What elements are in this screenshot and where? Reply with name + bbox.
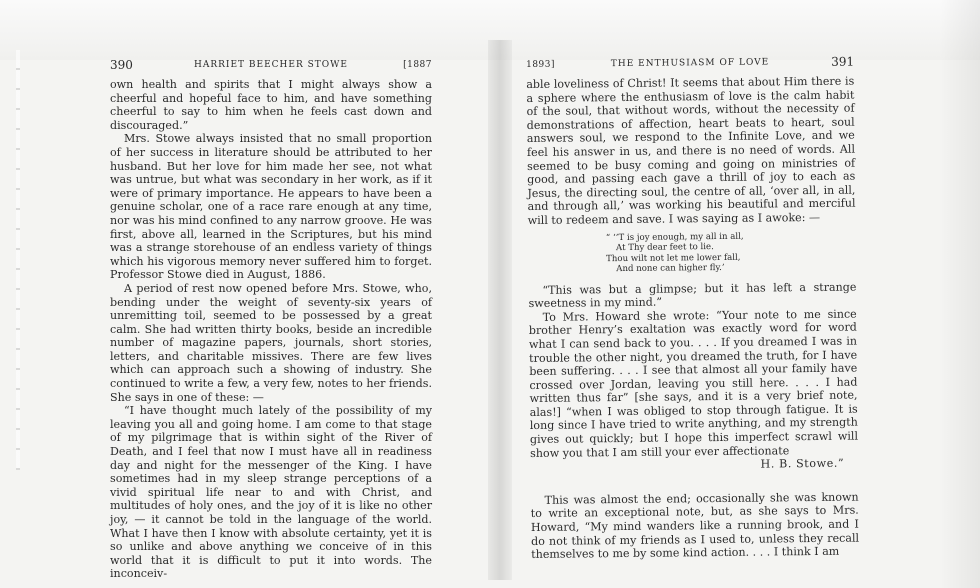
paragraph: “I have thought much lately of the possibility of my leaving you all and going home. I am come to that stage of my pilgrimage that is within sight of the River of Death, and I feel that now I must have all in readiness day and night for the messenger of the King. I have sometimes had in my sleep strange perceptions of a vivid spiritual life near to and with Christ, and multitudes of holy ones, and the joy of it is like no other joy, — it cannot be told in the language of the world. What I have then I know with absolute certainty, yet it is so unlike and above anything we conceive of in this world that it is difficult to put it into words. The inconceiv- [110, 404, 432, 581]
paragraph: own health and spirits that I might always show a cheerful and hopeful face to him, and have something cheerful to say to him when he feels cast down and discouraged.” [110, 78, 432, 132]
verse-quote [606, 230, 856, 275]
running-year: 1893] [526, 59, 556, 70]
running-year: [1887 [403, 60, 432, 70]
paragraph: Mrs. Stowe always insisted that no small proportion of her success in literature should be attributed to her husband. But her love for him made her see, not what was untrue, but what was secondary in her work, as if it were of primary importance. He appears to have been a genuine scholar, one of a race rare enough at any time, nor was his mind confined to any narrow groove. He was first, above all, learned in the Scriptures, but his mind was a strange storehouse of an endless variety of things which his vigorous memory never suffered him to forget. Professor Stowe died in August, 1886. [110, 132, 432, 282]
verse-line: “ ‘’T is joy enough, my all in all, [605, 231, 744, 243]
page-number: 390 [110, 58, 133, 72]
left-page-header [110, 58, 432, 78]
right-page-body [526, 75, 859, 562]
running-title: HARRIET BEECHER STOWE [194, 60, 348, 70]
signature: H. B. Stowe.” [760, 456, 845, 471]
verse-line: And none can higher fly.’ [616, 262, 725, 275]
paragraph: A period of rest now opened before Mrs. Stowe, who, bending under the weight of seventy-six years of unremitting toil, seemed to be possessed by a great calm. She had written thirty books, beside an incredible number of magazine papers, journals, short stories, letters, and charitable missives. There are few lives which can approach such a showing of industry. She continued to write a few, a very few, notes to her friends. She says in one of these: — [110, 281, 432, 404]
running-title: THE ENTHUSIASM OF LOVE [610, 57, 770, 70]
paragraph: “This was but a glimpse; but it has left a strange sweetness in my mind.” [528, 280, 857, 311]
page-number: 391 [831, 54, 855, 69]
left-page [110, 58, 432, 581]
scan-margin-marks [16, 50, 20, 470]
right-page [526, 55, 859, 562]
right-page-header [526, 55, 854, 78]
left-page-body [110, 78, 432, 581]
scan-edge-shadow [940, 0, 980, 588]
paragraph: able loveliness of Christ! It seems that about Him there is a sphere where the enthusiasm of love is the calm habit of the soul, that without words, without the necessity of demonstrations of affection, heart beats to heart, soul answers soul, we respond to the Infinite Love, and we feel his answer in us, and there is no need of words. All seemed to be busy coming and going on ministries of good, and passing each gave a thrill of joy to each as Jesus, the directing soul, the centre of all, ‘over all, in all, and through all,’ was working his beautiful and merciful will to redeem and save. I was saying as I awoke: — [526, 74, 856, 227]
verse-line: At Thy dear feet to lie. [615, 242, 714, 254]
verse-line: Thou wilt not let me lower fall, [606, 252, 741, 264]
paragraph: This was almost the end; occasionally she was known to write an exceptional note, but, as she says to Mrs. Howard, “My mind wanders like a running brook, and I do not think of my friends as I used to, unless they recall themselves to me by some kind action. . . . I think I am [530, 490, 860, 562]
paragraph: To Mrs. Howard she wrote: “Your note to me since brother Henry’s exaltation was exactly word for word what I can send back to you. . . . If you dreamed I was in trouble the other night, you dreamed the truth, for I have been suffering. . . . I see that almost all your family have crossed over Jordan, leaving you still here. . . . I had written thus far” [she says, and it is a very brief note, alas!] “when I was obliged to stop through fatigue. It is long since I have tried to write anything, and my strength gives out quickly; but I hope this imperfect scrawl will show you that I am still your ever affectionate [528, 307, 859, 460]
book-gutter [488, 40, 512, 580]
